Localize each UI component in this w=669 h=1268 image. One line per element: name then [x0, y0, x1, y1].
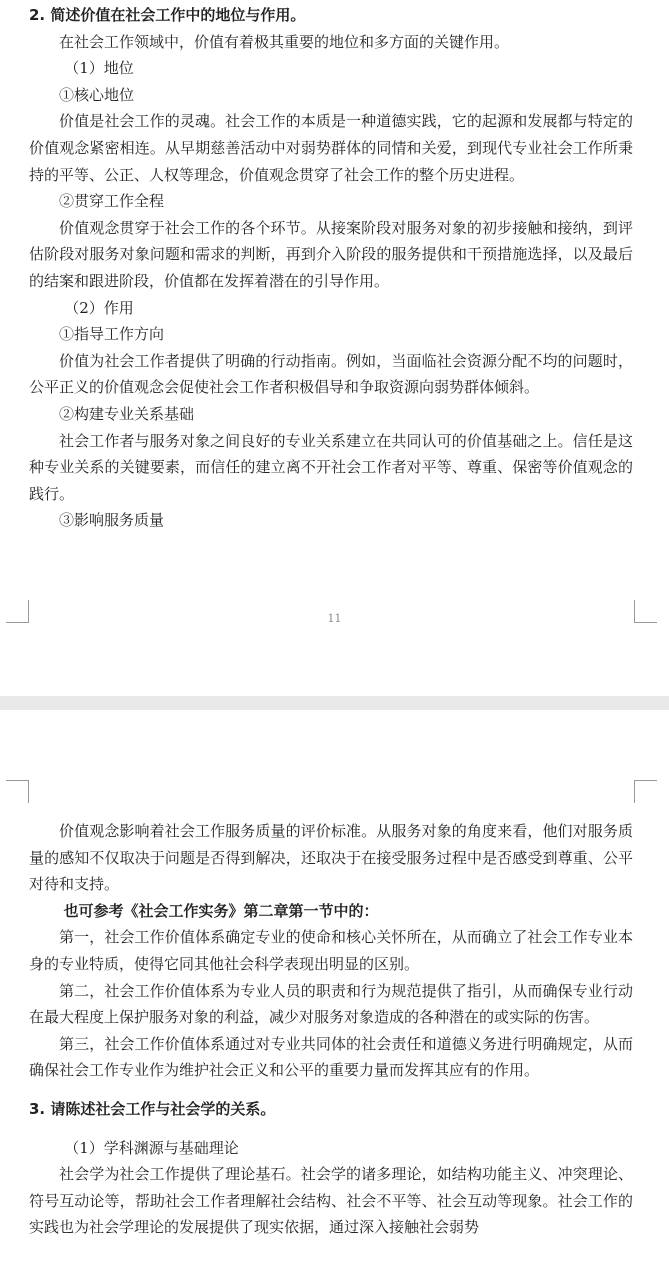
paragraph: 在社会工作领域中，价值有着极其重要的地位和多方面的关键作用。: [59, 32, 510, 51]
crop-mark-top-left: [6, 780, 29, 803]
crop-mark-top-right: [634, 780, 657, 803]
section-heading-2: 2. 简述价值在社会工作中的地位与作用。: [29, 6, 306, 24]
paragraph: 价值观念影响着社会工作服务质量的评价标准。从服务对象的角度来看，他们对服务质量的感知不仅取决于问题是否得到解决，还取决于在接受服务过程中是否感受到尊重、公平对待和支持。: [29, 822, 633, 894]
paragraph: 社会学为社会工作提供了理论基石。社会学的诸多理论，如结构功能主义、冲突理论、符号互动论等，帮助社会工作者理解社会结构、社会不平等、社会互动等现象。社会工作的实践也为社会学理论的发展提供了现实依据，通过深入接触社会弱势: [29, 1165, 633, 1237]
paragraph: 第一，社会工作价值体系确定专业的使命和核心关怀所在，从而确立了社会工作专业本身的专业特质，使得它同其他社会科学表现出明显的区别。: [29, 928, 633, 973]
item-heading: ①核心地位: [59, 85, 135, 104]
paragraph: 价值为社会工作者提供了明确的行动指南。例如，当面临社会资源分配不均的问题时，公平正义的价值观念会促使社会工作者积极倡导和争取资源向弱势群体倾斜。: [29, 351, 633, 397]
spacer: [29, 1123, 633, 1135]
paragraph: 社会工作者与服务对象之间良好的专业关系建立在共同认可的价值基础之上。信任是这种专业关系的关键要素，而信任的建立离不开社会工作者对平等、尊重、保密等价值观念的践行。: [29, 431, 633, 503]
page-separator: [0, 696, 669, 710]
document-page-2: [0, 710, 669, 1268]
subheading-role: （2）作用: [64, 298, 134, 317]
section-heading-3: 3. 请陈述社会工作与社会学的关系。: [29, 1099, 276, 1118]
page-2-body: [29, 818, 633, 1241]
spacer: [29, 1084, 633, 1096]
item-heading: ②贯穿工作全程: [59, 192, 165, 211]
reference-note: 也可参考《社会工作实务》第二章第一节中的：: [63, 901, 379, 920]
paragraph: 价值是社会工作的灵魂。社会工作的本质是一种道德实践，它的起源和发展都与特定的价值观念紧密相连。从早期慈善活动中对弱势群体的同情和关爱，到现代专业社会工作所秉持的平等、公正、人权等理念，价值观念贯穿了社会工作的整个历史进程。: [29, 112, 633, 184]
paragraph: 价值观念贯穿于社会工作的各个环节。从接案阶段对服务对象的初步接触和接纳，到评估阶段对服务对象问题和需求的判断，再到介入阶段的服务提供和干预措施选择，以及最后的结案和跟进阶段，价值都在发挥着潜在的引导作用。: [29, 218, 633, 290]
subheading-origins: （1）学科渊源与基础理论: [64, 1138, 239, 1157]
item-heading: ①指导工作方向: [59, 325, 165, 344]
subheading-position: （1）地位: [64, 59, 134, 78]
paragraph: 第三，社会工作价值体系通过对专业共同体的社会责任和道德义务进行明确规定，从而确保社会工作专业作为维护社会正义和公平的重要力量而发挥其应有的作用。: [29, 1034, 633, 1080]
item-heading: ③影响服务质量: [59, 511, 165, 530]
page-1-body: [29, 2, 633, 534]
paragraph: 第二，社会工作价值体系为专业人员的职责和行为规范提供了指引，从而确保专业行动在最大程度上保护服务对象的利益，减少对服务对象造成的各种潜在的或实际的伤害。: [29, 981, 633, 1027]
page-number: 11: [327, 612, 342, 625]
item-heading: ②构建专业关系基础: [59, 404, 195, 423]
